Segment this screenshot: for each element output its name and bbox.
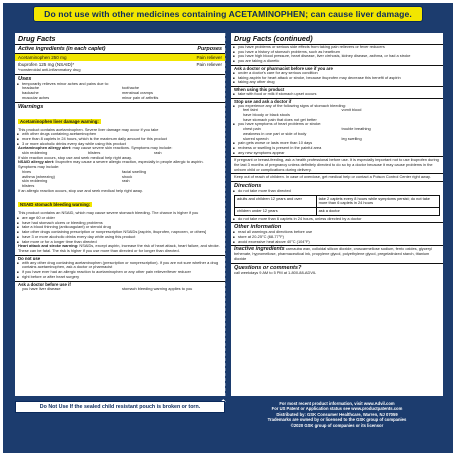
symptom-item: facial swelling bbox=[122, 168, 147, 174]
nsaid-allergy-text: Ibuprofen may cause a severe allergic reaction, especially in people allergic to aspirin. Symptoms may include: bbox=[18, 159, 204, 170]
allergy-text: may cause severe skin reactions. Symptoms may include: bbox=[72, 145, 173, 151]
top-warning-banner bbox=[3, 3, 453, 25]
symptom-item: hives bbox=[22, 168, 32, 174]
bleeding-signs-list bbox=[231, 108, 443, 122]
bleeding-bullet: ■ take more or for a longer time than directed bbox=[15, 240, 225, 245]
ask-doctor-title: Ask a doctor before use if bbox=[15, 281, 225, 287]
manufacturer-info bbox=[231, 401, 443, 428]
bleeding-sign: have bloody or black stools bbox=[243, 112, 290, 118]
pregnancy-warning: If pregnant or breast-feeding, ask a health professional before use. It is especially important not to use ibuprofen during the last 3 months of pregnancy unless definitely directed to do so by a doctor because it may cause problems in the unborn child or complications during delivery. bbox=[231, 156, 443, 172]
ask-bullet: ■ you have a history of stomach problems, such as heartburn bbox=[231, 50, 443, 55]
drug-facts-continued-title: Drug Facts (continued) bbox=[231, 33, 443, 45]
ingredient-name: Ibuprofen 125 mg (NSAID)* bbox=[18, 62, 75, 67]
liver-bullet: ■ more than 8 caplets in 24 hours, which is the maximum daily amount for this product bbox=[15, 137, 225, 142]
nsaid-footnote: *nonsteroidal anti-inflammatory drug bbox=[18, 67, 81, 72]
bleeding-sign: vomit blood bbox=[341, 107, 362, 113]
ingredient-purpose: Pain reliever bbox=[196, 62, 222, 67]
directions-who: children under 12 years bbox=[235, 208, 317, 215]
heart-sign: trouble breathing bbox=[341, 126, 371, 132]
directions-row bbox=[235, 196, 439, 207]
ask-doctor-list bbox=[15, 287, 225, 292]
ask-pharmacist-bullet: ■ taking any other drug bbox=[231, 80, 443, 85]
symptom-item: shock bbox=[122, 173, 133, 179]
stop-use-bullet: ■ you have symptoms of heart problems or stroke: bbox=[231, 122, 443, 127]
active-ingredients-header bbox=[15, 45, 225, 54]
other-info-bullet: ■ read all warnings and directions before use bbox=[231, 230, 443, 235]
manufacturer-line: Distributed by: GSK Consumer Healthcare, Warren, NJ 07059 bbox=[276, 411, 398, 417]
drug-facts-title: Drug Facts bbox=[15, 33, 225, 45]
directions-bullet: ■ do not take more than directed bbox=[231, 189, 443, 194]
heart-signs-list bbox=[231, 127, 443, 141]
keep-out-of-reach: Keep out of reach of children. In case of overdose, get medical help or contact a Poison Control Center right away. bbox=[231, 173, 443, 180]
directions-tail: ■ do not take more than 6 caplets in 24 hours, unless directed by a doctor bbox=[231, 217, 443, 222]
use-item: toothache bbox=[122, 85, 140, 91]
allergy-item: skin reddening bbox=[22, 150, 48, 156]
stop-use-title: Stop use and ask a doctor if bbox=[231, 98, 443, 104]
directions-how: ask a doctor bbox=[318, 208, 340, 214]
liver-warning-text: This product contains acetaminophen. Severe liver damage may occur if you take bbox=[18, 126, 159, 132]
bleeding-bullet: ■ have 3 or more alcoholic drinks every day while using this product bbox=[15, 235, 225, 240]
use-item: muscular aches bbox=[22, 94, 50, 100]
inactive-title: Inactive ingredients bbox=[234, 246, 285, 253]
stop-use-bullet: ■ any new symptoms appear bbox=[231, 151, 443, 156]
use-item: headache bbox=[22, 85, 40, 91]
use-item: minor pain of arthritis bbox=[122, 94, 159, 100]
directions-title: Directions bbox=[231, 181, 443, 189]
symptom-item: blisters bbox=[22, 182, 35, 188]
liver-warning-title: Acetaminophen liver damage warning: bbox=[20, 118, 99, 124]
when-using-title: When using this product bbox=[231, 86, 443, 92]
ask-pharmacist-title: Ask a doctor or pharmacist before use if you are bbox=[231, 65, 443, 71]
drug-facts-panel-left bbox=[15, 33, 225, 396]
nsaid-allergy-tail: If an allergic reaction occurs, stop use and seek medical help right away. bbox=[18, 187, 143, 193]
allergy-title: Acetaminophen allergy alert: bbox=[18, 145, 72, 151]
ask-pharmacist-bullet: ■ taking aspirin for heart attack or stroke, because ibuprofen may decrease this benefit of aspirin bbox=[231, 76, 443, 81]
other-info-bullet: ■ avoid excessive heat above 40°C (104°F) bbox=[231, 240, 443, 245]
ask-bullet: ■ you have high blood pressure, heart disease, liver cirrhosis, kidney disease, asthma, or had a stroke bbox=[231, 54, 443, 59]
symptom-item: rash bbox=[122, 178, 130, 184]
heart-sign: slurred speech bbox=[243, 135, 269, 141]
allergy-item: rash bbox=[154, 150, 162, 156]
inactive-text: carnauba wax, colloidal silicon dioxide, croscarmellose sodium, ferric oxides, glyceryl behenate, hypromellose, pharmaceutical ink, propylene glycol, polyethylene glycol, pregelatinized starch, titanium dioxide bbox=[234, 246, 432, 261]
ingredient-purpose: Pain reliever bbox=[196, 55, 222, 60]
ask-item: you have liver disease bbox=[22, 285, 61, 291]
do-not-use-bullet: ■ with any other drug containing acetaminophen (prescription or nonprescription). If you are not sure whether a drug contains acetaminophen, ask a doctor or pharmacist bbox=[15, 261, 225, 270]
other-info-bullet: ■ store at 20-25°C (68-77°F) bbox=[231, 235, 443, 240]
heart-sign: chest pain bbox=[243, 126, 261, 132]
bleeding-bullet: ■ have had stomach ulcers or bleeding problems bbox=[15, 221, 225, 226]
stop-use-bullet: ■ you experience any of the following signs of stomach bleeding: bbox=[231, 104, 443, 109]
nsaid-allergy-title: NSAID allergy alert: bbox=[18, 159, 55, 165]
uses-intro: ■ temporarily relieves minor aches and pains due to: bbox=[15, 82, 225, 87]
manufacturer-line: For most recent product information, visit www.Advil.com bbox=[279, 401, 395, 406]
use-item: backache bbox=[22, 90, 39, 96]
purposes-header: Purposes bbox=[197, 46, 222, 52]
manufacturer-line: ©2020 GSK group of companies or its licensor bbox=[290, 422, 384, 428]
drug-facts-panel-right bbox=[231, 33, 443, 396]
ask-bullet: ■ you are taking a diuretic bbox=[231, 59, 443, 64]
ask-bullet: ■ you have problems or serious side effects from taking pain relievers or fever reducers bbox=[231, 45, 443, 50]
allergy-item: blisters bbox=[88, 150, 101, 156]
uses-title: Uses bbox=[15, 74, 225, 82]
liver-bullet: ■ with other drugs containing acetaminophen bbox=[15, 132, 225, 137]
heart-sign: leg swelling bbox=[341, 135, 362, 141]
directions-row bbox=[235, 207, 439, 215]
drug-facts-label bbox=[3, 3, 453, 453]
use-item: menstrual cramps bbox=[122, 90, 153, 96]
directions-who: adults and children 12 years and over bbox=[235, 196, 317, 207]
manufacturer-line: For US Patent or Application status see www.productpatents.com bbox=[271, 406, 403, 412]
bleeding-bullet: ■ take a blood thinning (anticoagulant) or steroid drug bbox=[15, 225, 225, 230]
do-not-use-bullet: ■ if you have ever had an allergic reaction to acetaminophen or any other pain reliever/fever reducer bbox=[15, 270, 225, 275]
nsaid-symptom-list bbox=[15, 170, 225, 189]
stop-use-bullet: ■ redness or swelling is present in the painful area bbox=[231, 146, 443, 151]
uses-list bbox=[15, 86, 225, 100]
symptom-item: skin reddening bbox=[22, 178, 48, 184]
bleeding-bullet: ■ take other drugs containing prescription or nonprescription NSAIDs [aspirin, ibuprofen, naproxen, or others] bbox=[15, 230, 225, 235]
allergy-tail: If skin reaction occurs, stop use and seek medical help right away. bbox=[18, 154, 132, 160]
inactive-ingredients bbox=[231, 245, 443, 261]
questions-title: Questions or comments? bbox=[231, 263, 443, 271]
ask-pharmacist-bullet: ■ under a doctor's care for any serious condition bbox=[231, 71, 443, 76]
warnings-title: Warnings bbox=[15, 102, 225, 110]
bleeding-warning-text: This product contains an NSAID, which may cause severe stomach bleeding. The chance is higher if you bbox=[18, 210, 199, 216]
when-using-bullet: ■ take with food or milk if stomach upset occurs bbox=[231, 92, 443, 97]
bleeding-warning-title: NSAID stomach bleeding warning: bbox=[20, 202, 91, 208]
liver-bullet: ■ 3 or more alcoholic drinks every day while using this product bbox=[15, 142, 225, 147]
do-not-use-title: Do not use bbox=[15, 255, 225, 261]
ingredient-name: Acetaminophen 250 mg bbox=[18, 55, 67, 60]
questions-text: call weekdays 9 AM to 5 PM at 1-800-88-ADVIL bbox=[234, 269, 317, 275]
ingredient-row-1 bbox=[15, 54, 225, 61]
directions-table bbox=[234, 195, 440, 216]
heart-warning-title: Heart attack and stroke warning: bbox=[18, 243, 79, 249]
bleeding-sign: feel faint bbox=[243, 107, 258, 113]
do-not-use-bullet: ■ right before or after heart surgery bbox=[15, 275, 225, 280]
manufacturer-line: Trademarks are owned by or licensed to the GSK group of companies bbox=[267, 417, 407, 423]
bleeding-sign: have stomach pain that does not get better bbox=[243, 116, 317, 122]
symptom-item: asthma (wheezing) bbox=[22, 173, 55, 179]
bottom-warning-banner bbox=[15, 401, 225, 413]
top-warning-text: Do not use with other medicines containing ACETAMINOPHEN; can cause liver damage. bbox=[33, 6, 423, 22]
active-header: Active ingredients (in each caplet) bbox=[18, 46, 106, 52]
bleeding-bullet: ■ are age 60 or older bbox=[15, 216, 225, 221]
other-info-title: Other information bbox=[231, 222, 443, 230]
heart-warning-text: NSAIDs, except aspirin, increase the risk of heart attack, heart failure, and stroke. These can be fatal. The risk is higher if you use more than directed or for longer than directed. bbox=[18, 243, 220, 253]
heart-sign: weakness in one part or side of body bbox=[243, 130, 307, 136]
bottom-warning-text: Do Not Use If the sealed child resistant pouch is broken or torn. bbox=[39, 404, 201, 410]
directions-how: take 2 caplets every 8 hours while symptoms persist; do not take more than 6 caplets in 24 hours bbox=[318, 195, 430, 206]
stop-use-bullet: ■ pain gets worse or lasts more than 10 days bbox=[231, 141, 443, 146]
ask-item: stomach bleeding warning applies to you bbox=[122, 285, 193, 291]
